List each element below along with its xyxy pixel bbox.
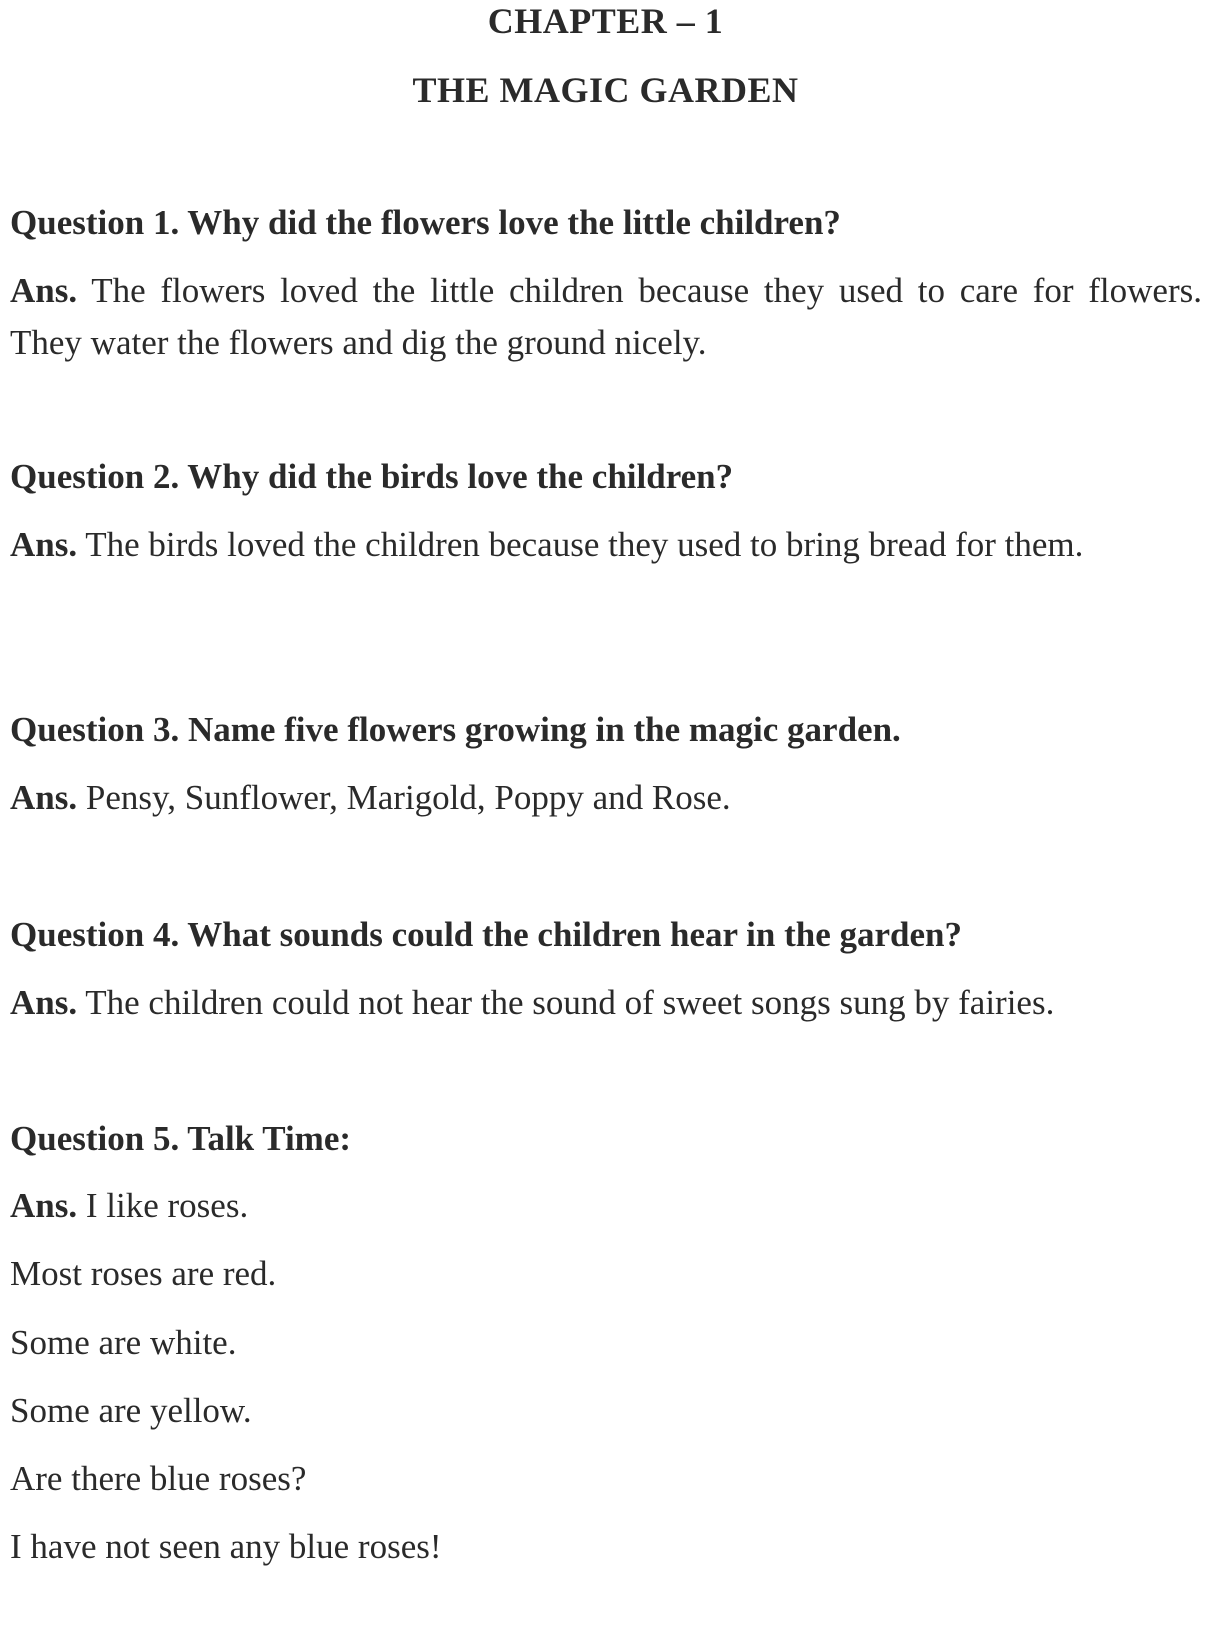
answer-text: Pensy, Sunflower, Marigold, Poppy and Rose. [85, 778, 731, 817]
answer-3 [10, 772, 1202, 824]
answer-text: The children could not hear the sound of sweet songs sung by fairies. [85, 983, 1055, 1022]
answer-4 [10, 977, 1202, 1029]
talk-line-1: Most roses are red. [10, 1254, 277, 1293]
question-2: Question 2. Why did the birds love the children? [10, 457, 734, 496]
answer-label: Ans. [10, 271, 78, 310]
talk-line-5: I have not seen any blue roses! [10, 1527, 442, 1566]
question-5: Question 5. Talk Time: [10, 1119, 352, 1158]
answer-label: Ans. [10, 778, 78, 817]
talk-line-4: Are there blue roses? [10, 1459, 307, 1498]
chapter-heading: CHAPTER – 1 [487, 1, 724, 41]
answer-text: The flowers loved the little children because they used to care for flowers. They water the flowers and dig the ground nicely. [10, 271, 1202, 362]
question-3: Question 3. Name five flowers growing in the magic garden. [10, 710, 901, 749]
answer-text: I like roses. [85, 1186, 249, 1225]
answer-label: Ans. [10, 1186, 78, 1225]
question-1: Question 1. Why did the flowers love the little children? [10, 203, 841, 242]
chapter-title: THE MAGIC GARDEN [412, 70, 799, 110]
answer-label: Ans. [10, 983, 78, 1022]
talk-line-2: Some are white. [10, 1323, 237, 1362]
talk-line-3: Some are yellow. [10, 1391, 252, 1430]
answer-5 [10, 1180, 1202, 1232]
answer-2 [10, 519, 1202, 571]
answer-text: The birds loved the children because they used to bring bread for them. [85, 525, 1084, 564]
answer-1 [10, 265, 1202, 369]
answer-label: Ans. [10, 525, 78, 564]
question-4: Question 4. What sounds could the children hear in the garden? [10, 915, 962, 954]
